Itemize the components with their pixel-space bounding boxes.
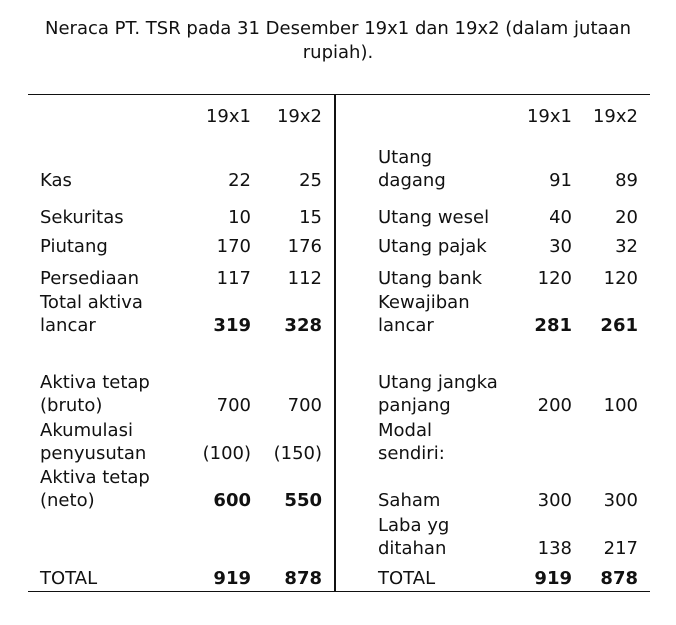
liability-value-19x1: 91	[549, 170, 572, 191]
asset-row-label: TOTAL	[40, 568, 98, 589]
asset-value-19x2: 328	[284, 315, 322, 336]
asset-value-19x2: (150)	[273, 443, 322, 464]
asset-row-label: Kas	[40, 170, 72, 191]
liability-row-label: Utang bank	[378, 268, 483, 289]
liability-value-19x1: 281	[534, 315, 572, 336]
asset-row-label: (bruto)	[40, 395, 103, 416]
asset-row-label: Piutang	[40, 236, 108, 257]
asset-value-19x2: 15	[299, 207, 322, 228]
liability-value-19x1: 138	[537, 538, 572, 559]
asset-value-19x2: 550	[284, 490, 322, 511]
liability-value-19x2: 120	[603, 268, 638, 289]
column-header-right-19x2: 19x2	[592, 106, 638, 127]
asset-row-label: Aktiva tetap	[40, 467, 150, 488]
asset-value-19x1: 10	[228, 207, 251, 228]
liability-value-19x1: 30	[549, 236, 572, 257]
liability-value-19x2: 261	[600, 315, 638, 336]
asset-row-label: Persediaan	[40, 268, 140, 289]
asset-row-label: Sekuritas	[40, 207, 124, 228]
asset-row-label: lancar	[40, 315, 96, 336]
liability-row-label: Utang pajak	[378, 236, 487, 257]
liability-row-label: Modal	[378, 420, 432, 441]
asset-row-label: (neto)	[40, 490, 95, 511]
liability-value-19x2: 20	[615, 207, 638, 228]
asset-value-19x1: 919	[213, 568, 251, 589]
asset-value-19x1: 170	[216, 236, 251, 257]
liability-row-label: Kewajiban	[378, 292, 470, 313]
liability-row-label: dagang	[378, 170, 446, 191]
liability-row-label: lancar	[378, 315, 434, 336]
liability-row-label: Utang	[378, 147, 433, 168]
liability-value-19x1: 200	[537, 395, 572, 416]
liability-value-19x2: 217	[603, 538, 638, 559]
asset-value-19x1: (100)	[202, 443, 251, 464]
liability-value-19x2: 878	[600, 568, 638, 589]
asset-row-label: Akumulasi	[40, 420, 133, 441]
liability-value-19x2: 300	[603, 490, 638, 511]
liability-value-19x2: 100	[603, 395, 638, 416]
liability-value-19x1: 40	[549, 207, 572, 228]
asset-value-19x1: 319	[213, 315, 251, 336]
liability-row-label: Utang jangka	[378, 372, 498, 393]
asset-value-19x1: 600	[213, 490, 251, 511]
column-header-right-19x1: 19x1	[526, 106, 572, 127]
asset-row-label: Total aktiva	[40, 292, 143, 313]
asset-value-19x2: 176	[287, 236, 322, 257]
liability-value-19x2: 32	[615, 236, 638, 257]
asset-value-19x2: 700	[287, 395, 322, 416]
asset-row-label: penyusutan	[40, 443, 147, 464]
asset-value-19x2: 112	[287, 268, 322, 289]
liability-row-label: Laba yg	[378, 515, 450, 536]
asset-row-label: Aktiva tetap	[40, 372, 150, 393]
asset-value-19x2: 25	[299, 170, 322, 191]
column-divider	[334, 95, 336, 591]
column-header-left-19x2: 19x2	[276, 106, 322, 127]
liability-value-19x1: 120	[537, 268, 572, 289]
asset-value-19x1: 117	[216, 268, 251, 289]
asset-value-19x1: 22	[228, 170, 251, 191]
column-header-left-19x1: 19x1	[205, 106, 251, 127]
liability-row-label: Saham	[378, 490, 441, 511]
page-title: Neraca PT. TSR pada 31 Desember 19x1 dan 19x2 (dalam jutaan rupiah).	[45, 18, 631, 63]
liability-row-label: sendiri:	[378, 443, 445, 464]
liability-value-19x1: 919	[534, 568, 572, 589]
liability-row-label: TOTAL	[378, 568, 436, 589]
liability-row-label: Utang wesel	[378, 207, 490, 228]
liability-row-label: panjang	[378, 395, 451, 416]
liability-value-19x2: 89	[615, 170, 638, 191]
asset-value-19x2: 878	[284, 568, 322, 589]
asset-value-19x1: 700	[216, 395, 251, 416]
balance-sheet-table	[28, 94, 650, 592]
liability-row-label: ditahan	[378, 538, 447, 559]
liability-value-19x1: 300	[537, 490, 572, 511]
